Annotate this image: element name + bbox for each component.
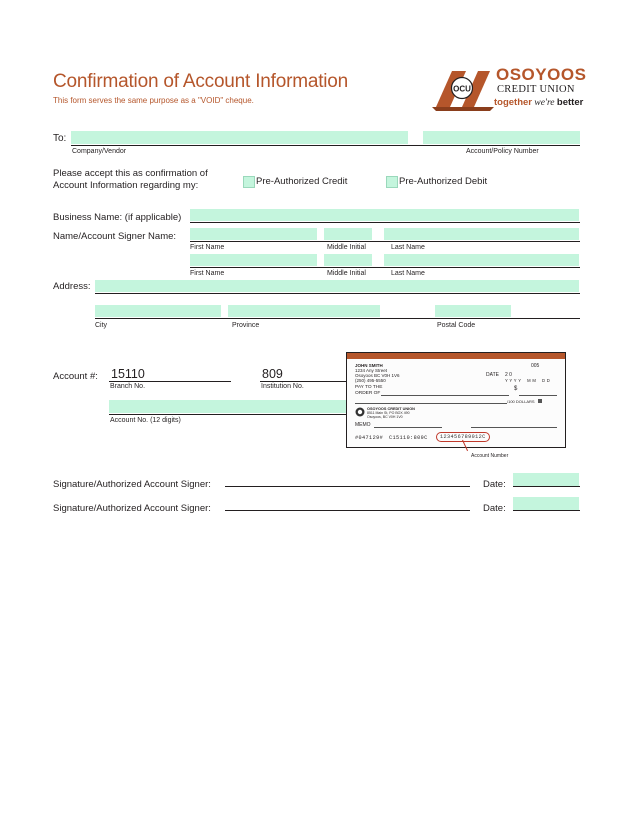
signature-line-2[interactable] bbox=[225, 510, 470, 511]
cheque-number: 005 bbox=[531, 363, 540, 369]
institution-number-underline bbox=[260, 381, 352, 382]
last-name-caption-1: Last Name bbox=[391, 244, 425, 251]
date-field-2[interactable] bbox=[513, 497, 579, 510]
branch-number-underline bbox=[109, 381, 231, 382]
last-name-field-1[interactable] bbox=[384, 228, 579, 240]
cheque-holder-phone: (250) 495-5550 bbox=[355, 378, 386, 383]
middle-initial-caption-2: Middle Initial bbox=[327, 270, 366, 277]
account-number-underline bbox=[109, 414, 353, 415]
cheque-dollars-label: /100 DOLLARS bbox=[507, 399, 535, 404]
account-policy-label: Account/Policy Number bbox=[466, 148, 539, 155]
signature-label-1: Signature/Authorized Account Signer: bbox=[53, 479, 211, 490]
city-caption: City bbox=[95, 322, 108, 329]
first-name-field-2[interactable] bbox=[190, 254, 317, 266]
last-name-caption-2: Last Name bbox=[391, 270, 425, 277]
first-name-caption-2: First Name bbox=[190, 270, 225, 277]
business-name-label: Business Name: (if applicable) bbox=[53, 212, 182, 223]
cheque-date-digits: 2 0 bbox=[505, 372, 512, 378]
account-number-caption: Account No. (12 digits) bbox=[110, 417, 181, 424]
logo-tag-end: better bbox=[556, 97, 584, 108]
cheque-lock-icon bbox=[538, 399, 542, 403]
address-street-underline bbox=[95, 293, 580, 294]
pre-authorized-debit-checkbox[interactable] bbox=[386, 176, 398, 188]
signer-name-underline-1 bbox=[190, 241, 580, 242]
cheque-memo-label: MEMO bbox=[355, 422, 371, 428]
cheque-signature-line bbox=[471, 427, 557, 428]
cheque-pay-to: PAY TO THE bbox=[355, 385, 383, 390]
cheque-bank-addr1: 8511 Main St, PO BOX 490 bbox=[367, 411, 410, 415]
branch-number-value: 15110 bbox=[111, 367, 145, 381]
cheque-bank-name: OSOYOOS CREDIT UNION bbox=[367, 407, 415, 411]
form-title: Confirmation of Account Information bbox=[53, 71, 349, 92]
first-name-caption-1: First Name bbox=[190, 244, 225, 251]
cheque-holder-addr1: 1234 Any Street bbox=[355, 368, 388, 373]
cheque-memo-line bbox=[374, 427, 442, 428]
company-vendor-label: Company/Vendor bbox=[72, 148, 127, 155]
cheque-amount-dollar-sign: $ bbox=[514, 386, 518, 392]
logo-tag-bold: together bbox=[494, 97, 532, 108]
cheque-holder-addr2: Osoyoos BC V0H 1V6 bbox=[355, 373, 400, 378]
cheque-words-line bbox=[355, 403, 507, 404]
institution-number-caption: Institution No. bbox=[261, 383, 304, 390]
sample-cheque bbox=[346, 352, 566, 448]
cheque-date-format: Y Y Y Y M M D D bbox=[505, 378, 551, 383]
signature-line-1[interactable] bbox=[225, 486, 470, 487]
province-caption: Province bbox=[232, 322, 260, 329]
logo-sub: CREDIT UNION bbox=[497, 84, 575, 95]
pre-authorized-credit-label: Pre-Authorized Credit bbox=[256, 176, 348, 187]
first-name-field-1[interactable] bbox=[190, 228, 317, 240]
ocu-logo bbox=[432, 65, 587, 113]
signer-name-label: Name/Account Signer Name: bbox=[53, 231, 177, 242]
date-label-2: Date: bbox=[483, 503, 506, 514]
account-number-callout: Account Number bbox=[471, 453, 509, 459]
logo-name: OSOYOOS bbox=[496, 65, 587, 84]
cheque-order-of: ORDER OF bbox=[355, 391, 381, 396]
cheque-amount-box bbox=[519, 387, 557, 396]
cheque-micr-account: 123456789012C bbox=[436, 432, 490, 442]
to-label: To: bbox=[53, 133, 67, 144]
cheque-holder-name: JOHN SMITH bbox=[355, 363, 383, 368]
business-name-field[interactable] bbox=[190, 209, 579, 221]
account-label: Account #: bbox=[53, 371, 98, 382]
logo-tag-rest: we're bbox=[532, 98, 557, 108]
address-city-underline bbox=[95, 318, 580, 319]
ocu-badge-text: OCU bbox=[453, 84, 471, 94]
form-subtitle: This form serves the same purpose as a "VOID" cheque. bbox=[53, 96, 254, 105]
province-field[interactable] bbox=[228, 305, 380, 317]
date-field-1[interactable] bbox=[513, 473, 579, 486]
cheque-bank-logo-icon bbox=[355, 407, 365, 417]
signature-label-2: Signature/Authorized Account Signer: bbox=[53, 503, 211, 514]
cheque-top-bar bbox=[347, 353, 565, 359]
cheque-payee-line bbox=[381, 395, 509, 396]
institution-number-value: 809 bbox=[262, 367, 283, 381]
ocu-logo-mark bbox=[432, 67, 494, 111]
middle-initial-caption-1: Middle Initial bbox=[327, 244, 366, 251]
pre-authorized-credit-checkbox[interactable] bbox=[243, 176, 255, 188]
to-underline bbox=[71, 145, 580, 146]
address-label: Address: bbox=[53, 281, 91, 292]
company-vendor-field[interactable] bbox=[71, 131, 408, 144]
accept-line-2: Account Information regarding my: bbox=[53, 180, 199, 191]
postal-code-caption: Postal Code bbox=[437, 322, 476, 329]
account-number-field[interactable] bbox=[109, 400, 353, 413]
business-name-underline bbox=[190, 222, 580, 223]
branch-number-caption: Branch No. bbox=[110, 383, 146, 390]
date-underline-1 bbox=[513, 486, 580, 487]
postal-code-field[interactable] bbox=[435, 305, 511, 317]
account-policy-field[interactable] bbox=[423, 131, 580, 144]
logo-tagline bbox=[494, 97, 583, 108]
cheque-micr-cheque: #047129# bbox=[355, 435, 384, 441]
cheque-micr-transit: C15110:809C bbox=[389, 435, 428, 441]
middle-initial-field-1[interactable] bbox=[324, 228, 372, 240]
signer-name-underline-2 bbox=[190, 267, 580, 268]
middle-initial-field-2[interactable] bbox=[324, 254, 372, 266]
pre-authorized-debit-label: Pre-Authorized Debit bbox=[399, 176, 488, 187]
city-field[interactable] bbox=[95, 305, 221, 317]
last-name-field-2[interactable] bbox=[384, 254, 579, 266]
accept-line-1: Please accept this as confirmation of bbox=[53, 168, 208, 179]
cheque-bank-addr2: Osoyoos, BC V0H 1V0 bbox=[367, 415, 403, 419]
date-label-1: Date: bbox=[483, 479, 506, 490]
cheque-date-label: DATE bbox=[486, 372, 499, 378]
date-underline-2 bbox=[513, 510, 580, 511]
address-street-field[interactable] bbox=[95, 280, 579, 292]
